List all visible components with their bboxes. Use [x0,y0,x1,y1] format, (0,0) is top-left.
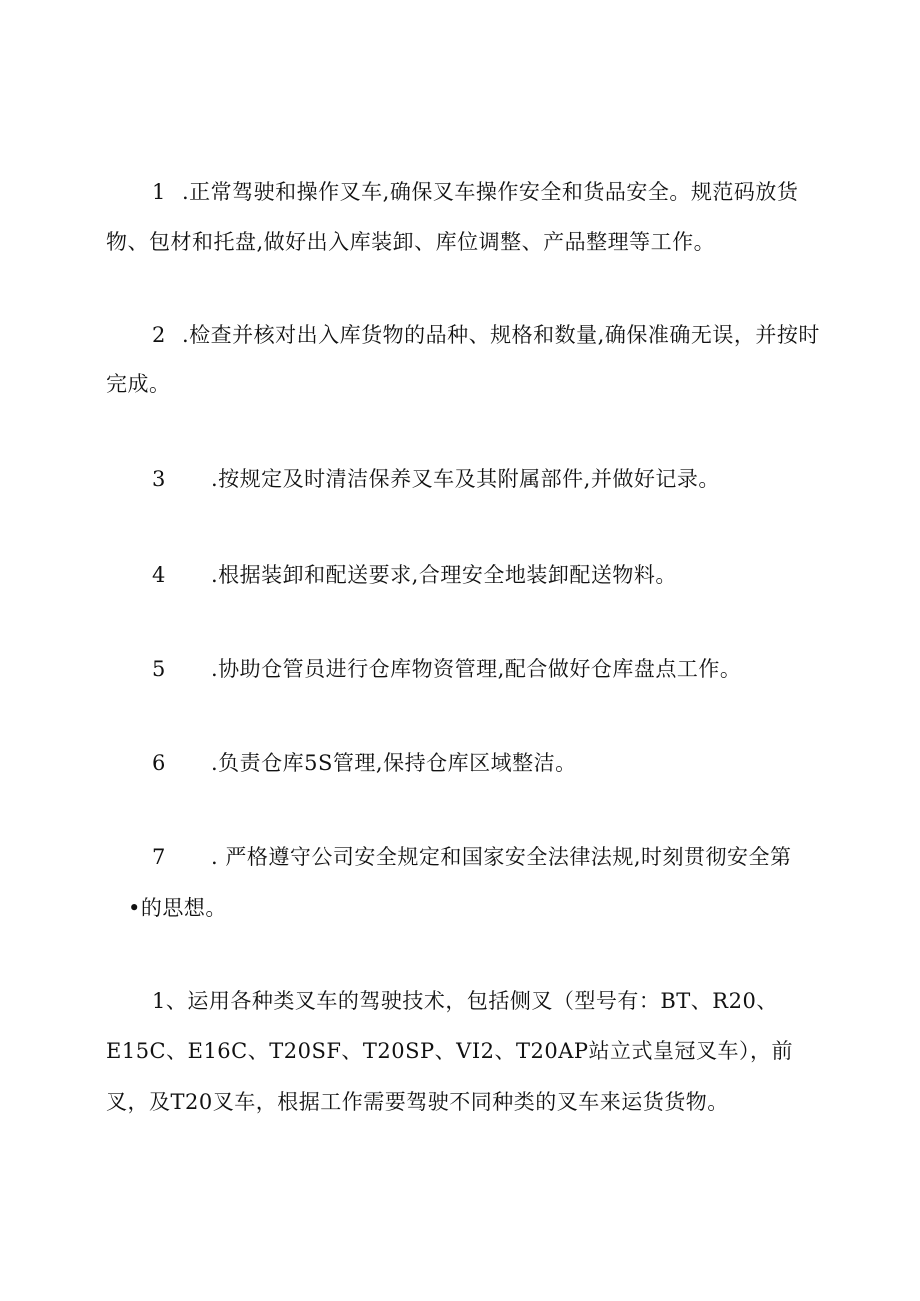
item-2-text-line2: 完成。 [106,372,171,396]
item-6-number: 6 [152,751,166,775]
item-5-number: 5 [152,657,166,681]
item-5-text: .协助仓管员进行仓库物资管理,配合做好仓库盘点工作。 [211,657,742,681]
item-4-text: .根据装卸和配送要求,合理安全地装卸配送物料。 [211,563,677,587]
skills-text-line2: E15C、E16C、T20SF、T20SP、VI2、T20AP站立式皇冠叉车），前 [106,1039,794,1063]
item-6-text: .负责仓库5S管理,保持仓库区域整洁。 [211,751,577,775]
item-3-text: .按规定及时清洁保养叉车及其附属部件,并做好记录。 [211,467,720,491]
skills-text-line3: 叉，及T20叉车，根据工作需要驾驶不同种类的叉车来运货货物。 [106,1090,729,1114]
item-1-text-line1: .正常驾驶和操作叉车,确保叉车操作安全和货品安全。规范码放货 [182,180,799,204]
item-4-number: 4 [152,563,166,587]
item-3-number: 3 [152,467,166,491]
item-7-number: 7 [152,845,166,869]
item-1-number: 1 [152,180,166,204]
item-7-text-line2: •的思想。 [128,896,227,920]
item-2-number: 2 [152,323,166,347]
item-7-text-line1: . 严格遵守公司安全规定和国家安全法律法规,时刻贯彻安全第 [211,845,792,869]
item-1-text-line2: 物、包材和托盘,做好出入库装卸、库位调整、产品整理等工作。 [106,230,716,254]
item-2-text-line1: .检查并核对出入库货物的品种、规格和数量,确保准确无误，并按时 [182,323,820,347]
skills-text-line1: 1、运用各种类叉车的驾驶技术，包括侧叉（型号有：BT、R20、 [152,989,778,1013]
